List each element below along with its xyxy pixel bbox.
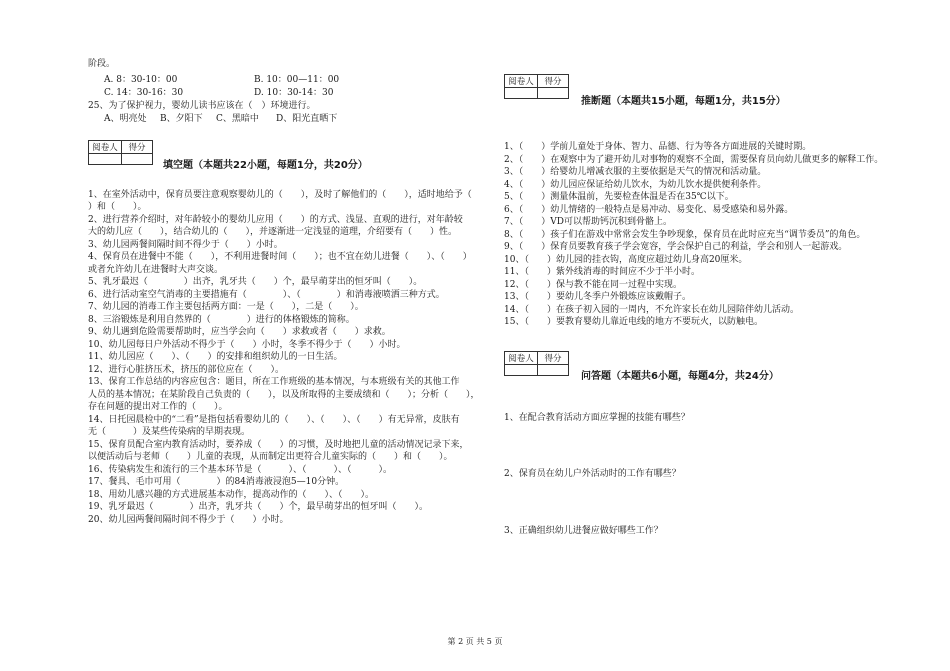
q25-option-d: D、阳光直晒下 bbox=[276, 113, 338, 124]
score-label: 得分 bbox=[538, 351, 569, 364]
fill-item-line: 1、在室外活动中，保育员要注意观察婴幼儿的（ ），及时了解他们的（ ），适时地给予（ bbox=[88, 189, 472, 200]
fill-item-line: 3、幼儿园两餐间隔时间不得少于（ ）小时。 bbox=[88, 239, 283, 250]
fill-item-line: 4、保育员在进餐中不能（ ），不利用进餐时间（ ）；也不宜在幼儿进餐（ ）、（ ） bbox=[88, 252, 472, 262]
q24-option-c: C. 14：30-16：30 bbox=[104, 87, 184, 98]
q24-option-a: A. 8：30-10：00 bbox=[104, 74, 178, 85]
q25-option-c: C、黑暗中 bbox=[216, 113, 259, 124]
fill-item-line: 2、进行营养介绍时，对年龄较小的婴幼儿应用（ ）的方式、浅显、直观的进行，对年龄较 bbox=[88, 214, 463, 225]
fill-item-line: 无（ ）及某些传染病的早期表现。 bbox=[88, 427, 251, 437]
fill-item-line: 人员的基本情况；在某阶段自己负责的（ ），以及所取得的主要成绩和（ ）；分析（ ）， bbox=[88, 389, 480, 400]
fill-item-line: 20、幼儿园两餐间隔时间不得少于（ ）小时。 bbox=[88, 514, 289, 525]
qa-item: 2、保育员在幼儿户外活动时的工作有哪些？ bbox=[504, 469, 681, 479]
qa-item: 3、正确组织幼儿进餐应做好哪些工作？ bbox=[504, 525, 663, 536]
q25-option-a: A、明亮处 bbox=[104, 113, 147, 124]
score-cell bbox=[538, 88, 569, 99]
judge-item: 4、（ ）幼儿园应保证给幼儿饮水，为幼儿饮水提供便利条件。 bbox=[504, 179, 767, 190]
judge-item: 13、（ ）要幼儿冬季户外锻炼应该戴帽子。 bbox=[504, 292, 691, 302]
q24-option-b: B. 10：00—11：00 bbox=[254, 74, 340, 85]
left-column bbox=[88, 58, 488, 526]
fill-item-line: 大的幼儿应（ ），结合幼儿的（ ），并逐渐进一定浅显的道理，介绍要有（ ）性。 bbox=[88, 227, 458, 237]
fill-item-line: 19、乳牙最迟（ ）出齐，乳牙共（ ）个，最早萌芽出的恒牙叫（ ）。 bbox=[88, 502, 428, 512]
fill-section-title: 填空题（本题共22小题，每题1分，共20分） bbox=[163, 159, 368, 171]
judge-item: 15、（ ）要教育婴幼儿靠近电线的地方不要玩火，以防触电。 bbox=[504, 317, 763, 327]
fill-item-line: 7、幼儿园的消毒工作主要包括两方面：一是（ ），二是（ ）。 bbox=[88, 302, 364, 312]
fill-item-line: 6、进行活动室空气消毒的主要措施有（ ）、（ ）和消毒液喷洒三种方式。 bbox=[88, 289, 445, 300]
judge-section-title: 推断题（本题共15小题，每题1分，共15分） bbox=[581, 96, 786, 107]
continuation-text: 阶段。 bbox=[88, 59, 116, 69]
qa-item: 1、在配合教育活动方面应掌握的技能有哪些？ bbox=[504, 412, 690, 423]
judge-item: 3、（ ）给婴幼儿增减衣服的主要依据是天气的情况和活动量。 bbox=[504, 167, 767, 177]
judge-item: 7、（ ）VD可以帮助钙沉积到骨骼上。 bbox=[504, 217, 672, 227]
judge-item: 2、（ ）在观察中为了避开幼儿对事物的观察不全面，需要保育员向幼儿做更多的解释工作。 bbox=[504, 154, 884, 165]
q25-options-row bbox=[88, 113, 488, 126]
score-cell bbox=[538, 364, 569, 375]
score-label: 得分 bbox=[122, 140, 153, 153]
fill-section-header bbox=[88, 140, 488, 171]
qa-items bbox=[504, 412, 894, 538]
grader-label: 阅卷人 bbox=[89, 140, 122, 153]
judge-item: 12、（ ）保与教不能在同一过程中实现。 bbox=[504, 279, 682, 290]
fill-item-line: 17、餐具、毛巾可用（ ）的84消毒液浸泡5—10分钟。 bbox=[88, 477, 345, 487]
page-footer: 第 2 页 共 5 页 bbox=[447, 637, 503, 646]
fill-item-line: 15、保育员配合室内教育活动时，要养成（ ）的习惯，及时地把儿童的活动情况记录下来， bbox=[88, 439, 469, 450]
judge-item: 9、（ ）保育员要教育孩子学会宽容，学会保护自己的利益，学会和别人一起游戏。 bbox=[504, 242, 848, 252]
judge-item: 14、（ ）在孩子初入园的一周内，不允许家长在幼儿园陪伴幼儿活动。 bbox=[504, 304, 799, 315]
score-cell bbox=[122, 153, 153, 164]
judge-item: 1、（ ）学前儿童处于身体、智力、品德、行为等各方面进展的关键时期。 bbox=[504, 142, 812, 152]
q25-stem: 25、为了保护视力，婴幼儿读书应该在（ ）环境进行。 bbox=[88, 100, 316, 111]
q24-options-row-1 bbox=[88, 74, 488, 87]
judge-section-header bbox=[504, 74, 894, 107]
q25-option-b: B、夕阳下 bbox=[160, 113, 203, 124]
grader-cell bbox=[89, 153, 122, 164]
q24-options-row-2 bbox=[88, 87, 488, 100]
grader-label: 阅卷人 bbox=[505, 75, 538, 88]
judge-item: 10、（ ）幼儿园的挂衣钩，高度应超过幼儿身高20厘米。 bbox=[504, 254, 748, 265]
fill-item-line: 16、传染病发生和流行的三个基本环节是（ ）、（ ）、（ ）。 bbox=[88, 464, 392, 475]
judge-item: 5、（ ）测量体温前，先要检查体温是否在35℃以下。 bbox=[504, 192, 734, 202]
fill-item-line: 13、保育工作总结的内容应包含：题目，所在工作班级的基本情况，与本班级有关的其他工作 bbox=[88, 377, 460, 387]
score-box-qa bbox=[504, 351, 569, 376]
fill-item-line: ）和（ ）。 bbox=[88, 202, 147, 212]
qa-section-header bbox=[504, 351, 894, 382]
right-column bbox=[504, 74, 894, 537]
judge-items bbox=[504, 141, 894, 329]
fill-items bbox=[88, 189, 488, 527]
q24-option-d: D. 10：30-14：30 bbox=[254, 87, 334, 98]
fill-item-line: 5、乳牙最迟（ ）出齐，乳牙共（ ）个，最早萌芽出的恒牙叫（ ）。 bbox=[88, 277, 423, 287]
score-label: 得分 bbox=[538, 75, 569, 88]
grader-cell bbox=[505, 88, 538, 99]
fill-item-line: 12、进行心脏挤压术，挤压的部位应在（ ）。 bbox=[88, 364, 284, 375]
fill-item-line: 9、幼儿遇到危险需要帮助时，应当学会向（ ）求救或者（ ）求救。 bbox=[88, 327, 391, 337]
fill-item-line: 以便活动后与老师（ ）儿童的表现，从而制定出更符合儿童实际的（ ）和（ ）。 bbox=[88, 452, 453, 462]
score-box-judge bbox=[504, 74, 569, 99]
judge-item: 6、（ ）幼儿情绪的一般特点是易冲动、易变化、易受感染和易外露。 bbox=[504, 204, 794, 215]
grader-cell bbox=[505, 364, 538, 375]
fill-item-line: 11、幼儿园应（ ）、（ ）的安排和组织幼儿的一日生活。 bbox=[88, 352, 343, 362]
fill-item-line: 10、幼儿园每日户外活动不得少于（ ）小时，冬季不得少于（ ）小时。 bbox=[88, 339, 406, 350]
fill-item-line: 8、三浴锻炼是利用自然界的（ ）进行的体格锻炼的简称。 bbox=[88, 314, 355, 325]
grader-label: 阅卷人 bbox=[505, 351, 538, 364]
fill-item-line: 存在问题的提出对工作的（ ）。 bbox=[88, 402, 228, 412]
fill-item-line: 14、日托园晨检中的“二看”是指包括看婴幼儿的（ ）、（ ）、（ ）有无异常，皮肤有 bbox=[88, 414, 460, 425]
fill-item-line: 或者允许幼儿在进餐时大声交谈。 bbox=[88, 264, 224, 275]
qa-section-title: 问答题（本题共6小题，每题4分，共24分） bbox=[581, 370, 779, 382]
judge-item: 11、（ ）紫外线消毒的时间应不少于半小时。 bbox=[504, 267, 700, 277]
judge-item: 8、（ ）孩子们在游戏中常常会发生争吵现象，保育员在此时应充当“调节委员”的角色。 bbox=[504, 229, 866, 240]
fill-item-line: 18、用幼儿感兴趣的方式进展基本动作，提高动作的（ ）、（ ）。 bbox=[88, 489, 374, 500]
score-box-fill bbox=[88, 140, 153, 165]
